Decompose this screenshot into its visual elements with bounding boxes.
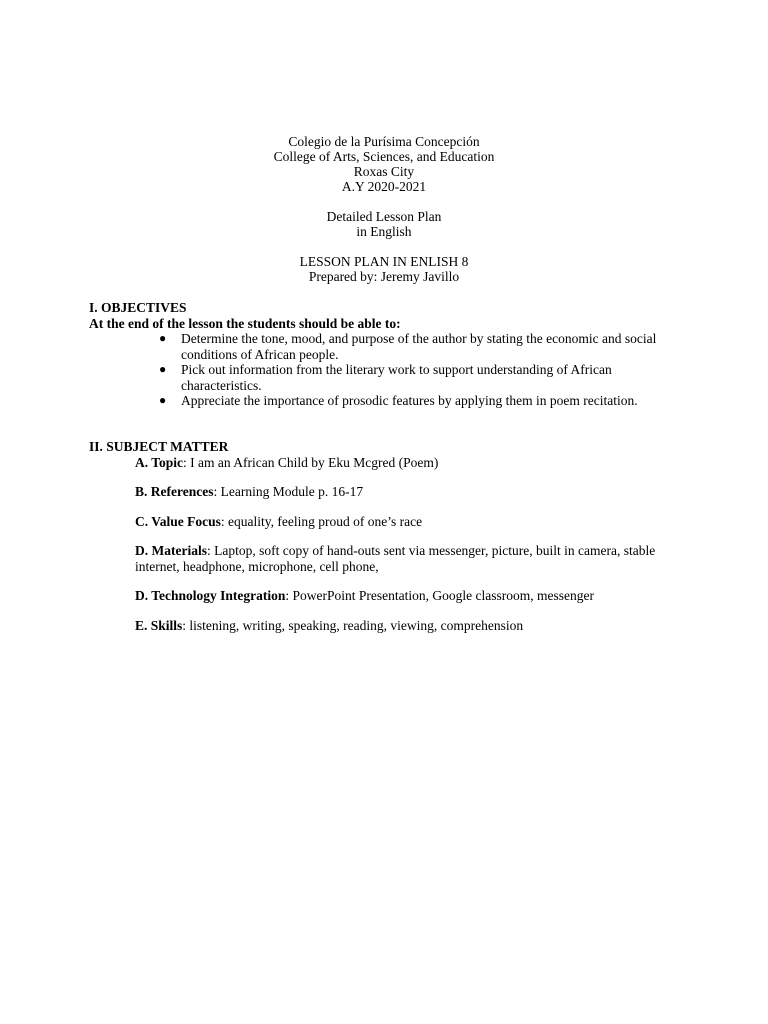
- bullet-icon: ●: [159, 393, 167, 407]
- lesson-title: LESSON PLAN IN ENLISH 8: [299, 254, 469, 269]
- subject-matter-list: [89, 455, 689, 634]
- subject-item-value-focus: [135, 514, 675, 530]
- city-name: Roxas City: [353, 164, 415, 179]
- objective-text: Appreciate the importance of prosodic features by applying them in poem recitation.: [181, 393, 638, 408]
- subject-item-topic: [135, 455, 675, 471]
- objectives-intro: At the end of the lesson the students should be able to:: [89, 315, 401, 331]
- subject-item-label: C. Value Focus: [135, 513, 221, 529]
- subject-item-value: : I am an African Child by Eku Mcgred (Poem): [183, 454, 439, 470]
- subject-item-technology-integration: [135, 588, 675, 604]
- subject-item-label: A. Topic: [135, 454, 184, 470]
- college-name: College of Arts, Sciences, and Education: [273, 149, 495, 164]
- objectives-section: [89, 300, 689, 409]
- plan-type: Detailed Lesson Plan: [326, 209, 442, 224]
- list-item: [159, 393, 681, 409]
- subject-item-label: E. Skills: [135, 617, 183, 633]
- subject-matter-heading: II. SUBJECT MATTER: [89, 439, 229, 454]
- header-spacer: [0, 239, 768, 254]
- objective-text: Determine the tone, mood, and purpose of the author by stating the economic and social conditions of African people.: [181, 331, 657, 362]
- subject-item-skills: [135, 618, 675, 634]
- document-header: [0, 134, 768, 284]
- header-spacer: [0, 194, 768, 209]
- subject-matter-section: [89, 439, 689, 633]
- subject-item-value: : Laptop, soft copy of hand-outs sent via messenger, picture, built in camera, stable internet, headphone, microphone, cell phone,: [135, 543, 656, 574]
- subject-item-label: B. References: [135, 484, 214, 499]
- subject-item-value: : equality, feeling proud of one’s race: [220, 513, 423, 529]
- subject-item-materials: [135, 543, 675, 574]
- subject-item-value: : Learning Module p. 16-17: [213, 484, 364, 499]
- bullet-icon: ●: [159, 362, 167, 376]
- subject-item-references: [135, 484, 675, 500]
- subject-item-value: : listening, writing, speaking, reading, viewing, comprehension: [182, 617, 524, 633]
- subject-item-label: D. Materials: [135, 543, 207, 558]
- bullet-icon: ●: [159, 331, 167, 345]
- list-item: [159, 331, 681, 362]
- plan-subject: in English: [356, 224, 412, 239]
- prepared-by: Prepared by: Jeremy Javillo: [308, 269, 460, 284]
- objectives-list: [89, 331, 689, 409]
- subject-item-label: D. Technology Integration: [135, 588, 286, 603]
- institution-name: Colegio de la Purísima Concepción: [288, 134, 480, 149]
- objective-text: Pick out information from the literary work to support understanding of African characteristics.: [181, 362, 612, 393]
- academic-year: A.Y 2020-2021: [341, 179, 427, 194]
- subject-item-value: : PowerPoint Presentation, Google classroom, messenger: [285, 588, 594, 603]
- list-item: [159, 362, 681, 393]
- objectives-heading: I. OBJECTIVES: [89, 300, 187, 315]
